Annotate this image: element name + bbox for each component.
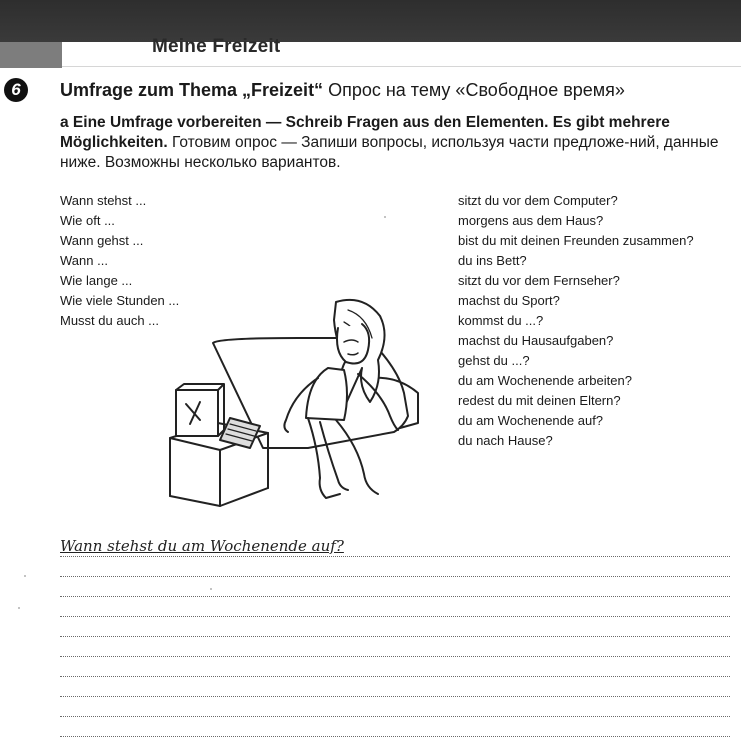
example-answer: Wann stehst du am Wochenende auf? xyxy=(60,537,344,555)
question-endings-column xyxy=(458,191,694,451)
list-item: Musst du auch ... xyxy=(60,313,159,328)
scan-speck xyxy=(384,216,386,218)
answer-line-1[interactable] xyxy=(60,556,730,557)
answer-line-2[interactable] xyxy=(60,576,730,577)
exercise-title-russian: Опрос на тему «Свободное время» xyxy=(328,80,625,100)
answer-line-10[interactable] xyxy=(60,736,730,737)
list-item: bist du mit deinen Freunden zusammen? xyxy=(458,233,694,248)
task-label-german: a Eine Umfrage vorbereiten — Schreib Fragen aus den Elementen. Es gibt mehrere Möglichkeiten. xyxy=(60,114,670,151)
scan-speck xyxy=(18,607,20,609)
list-item: sitzt du vor dem Fernseher? xyxy=(458,273,620,288)
sleepy-girl-illustration xyxy=(168,298,448,510)
exercise-title xyxy=(60,80,625,101)
list-item: gehst du ...? xyxy=(458,353,530,368)
page-title: Meine Freizeit xyxy=(152,36,281,57)
list-item: Wie viele Stunden ... xyxy=(60,293,180,308)
answer-line-9[interactable] xyxy=(60,716,730,717)
list-item: machst du Hausaufgaben? xyxy=(458,333,614,348)
list-item: kommst du ...? xyxy=(458,313,544,328)
answer-line-6[interactable] xyxy=(60,656,730,657)
answer-line-4[interactable] xyxy=(60,616,730,617)
list-item: du am Wochenende auf? xyxy=(458,413,604,428)
list-item: du nach Hause? xyxy=(458,433,553,448)
list-item: Wann ... xyxy=(60,253,108,268)
list-item: sitzt du vor dem Computer? xyxy=(458,193,618,208)
list-item: morgens aus dem Haus? xyxy=(458,213,604,228)
task-instruction-russian: Готовим опрос — Запиши вопросы, используя части предложе-ний, данные ниже. Возможны несколько вариантов. xyxy=(60,134,719,171)
answer-line-3[interactable] xyxy=(60,596,730,597)
exercise-title-german: Umfrage zum Thema „Freizeit“ xyxy=(60,80,324,100)
list-item: Wie lange ... xyxy=(60,273,133,288)
list-item: redest du mit deinen Eltern? xyxy=(458,393,621,408)
answer-line-7[interactable] xyxy=(60,676,730,677)
question-starts-column xyxy=(60,191,179,331)
chapter-tab xyxy=(0,42,62,68)
top-dark-bar xyxy=(0,0,741,42)
list-item: Wann gehst ... xyxy=(60,233,144,248)
answer-line-5[interactable] xyxy=(60,636,730,637)
scan-speck xyxy=(210,588,212,590)
scan-speck xyxy=(24,575,26,577)
list-item: Wann stehst ... xyxy=(60,193,147,208)
list-item: du am Wochenende arbeiten? xyxy=(458,373,632,388)
list-item: machst du Sport? xyxy=(458,293,560,308)
list-item: du ins Bett? xyxy=(458,253,527,268)
exercise-number-badge: 6 xyxy=(4,78,28,102)
list-item: Wie oft ... xyxy=(60,213,115,228)
answer-line-8[interactable] xyxy=(60,696,730,697)
header-divider xyxy=(62,66,741,67)
task-instructions xyxy=(60,113,732,173)
